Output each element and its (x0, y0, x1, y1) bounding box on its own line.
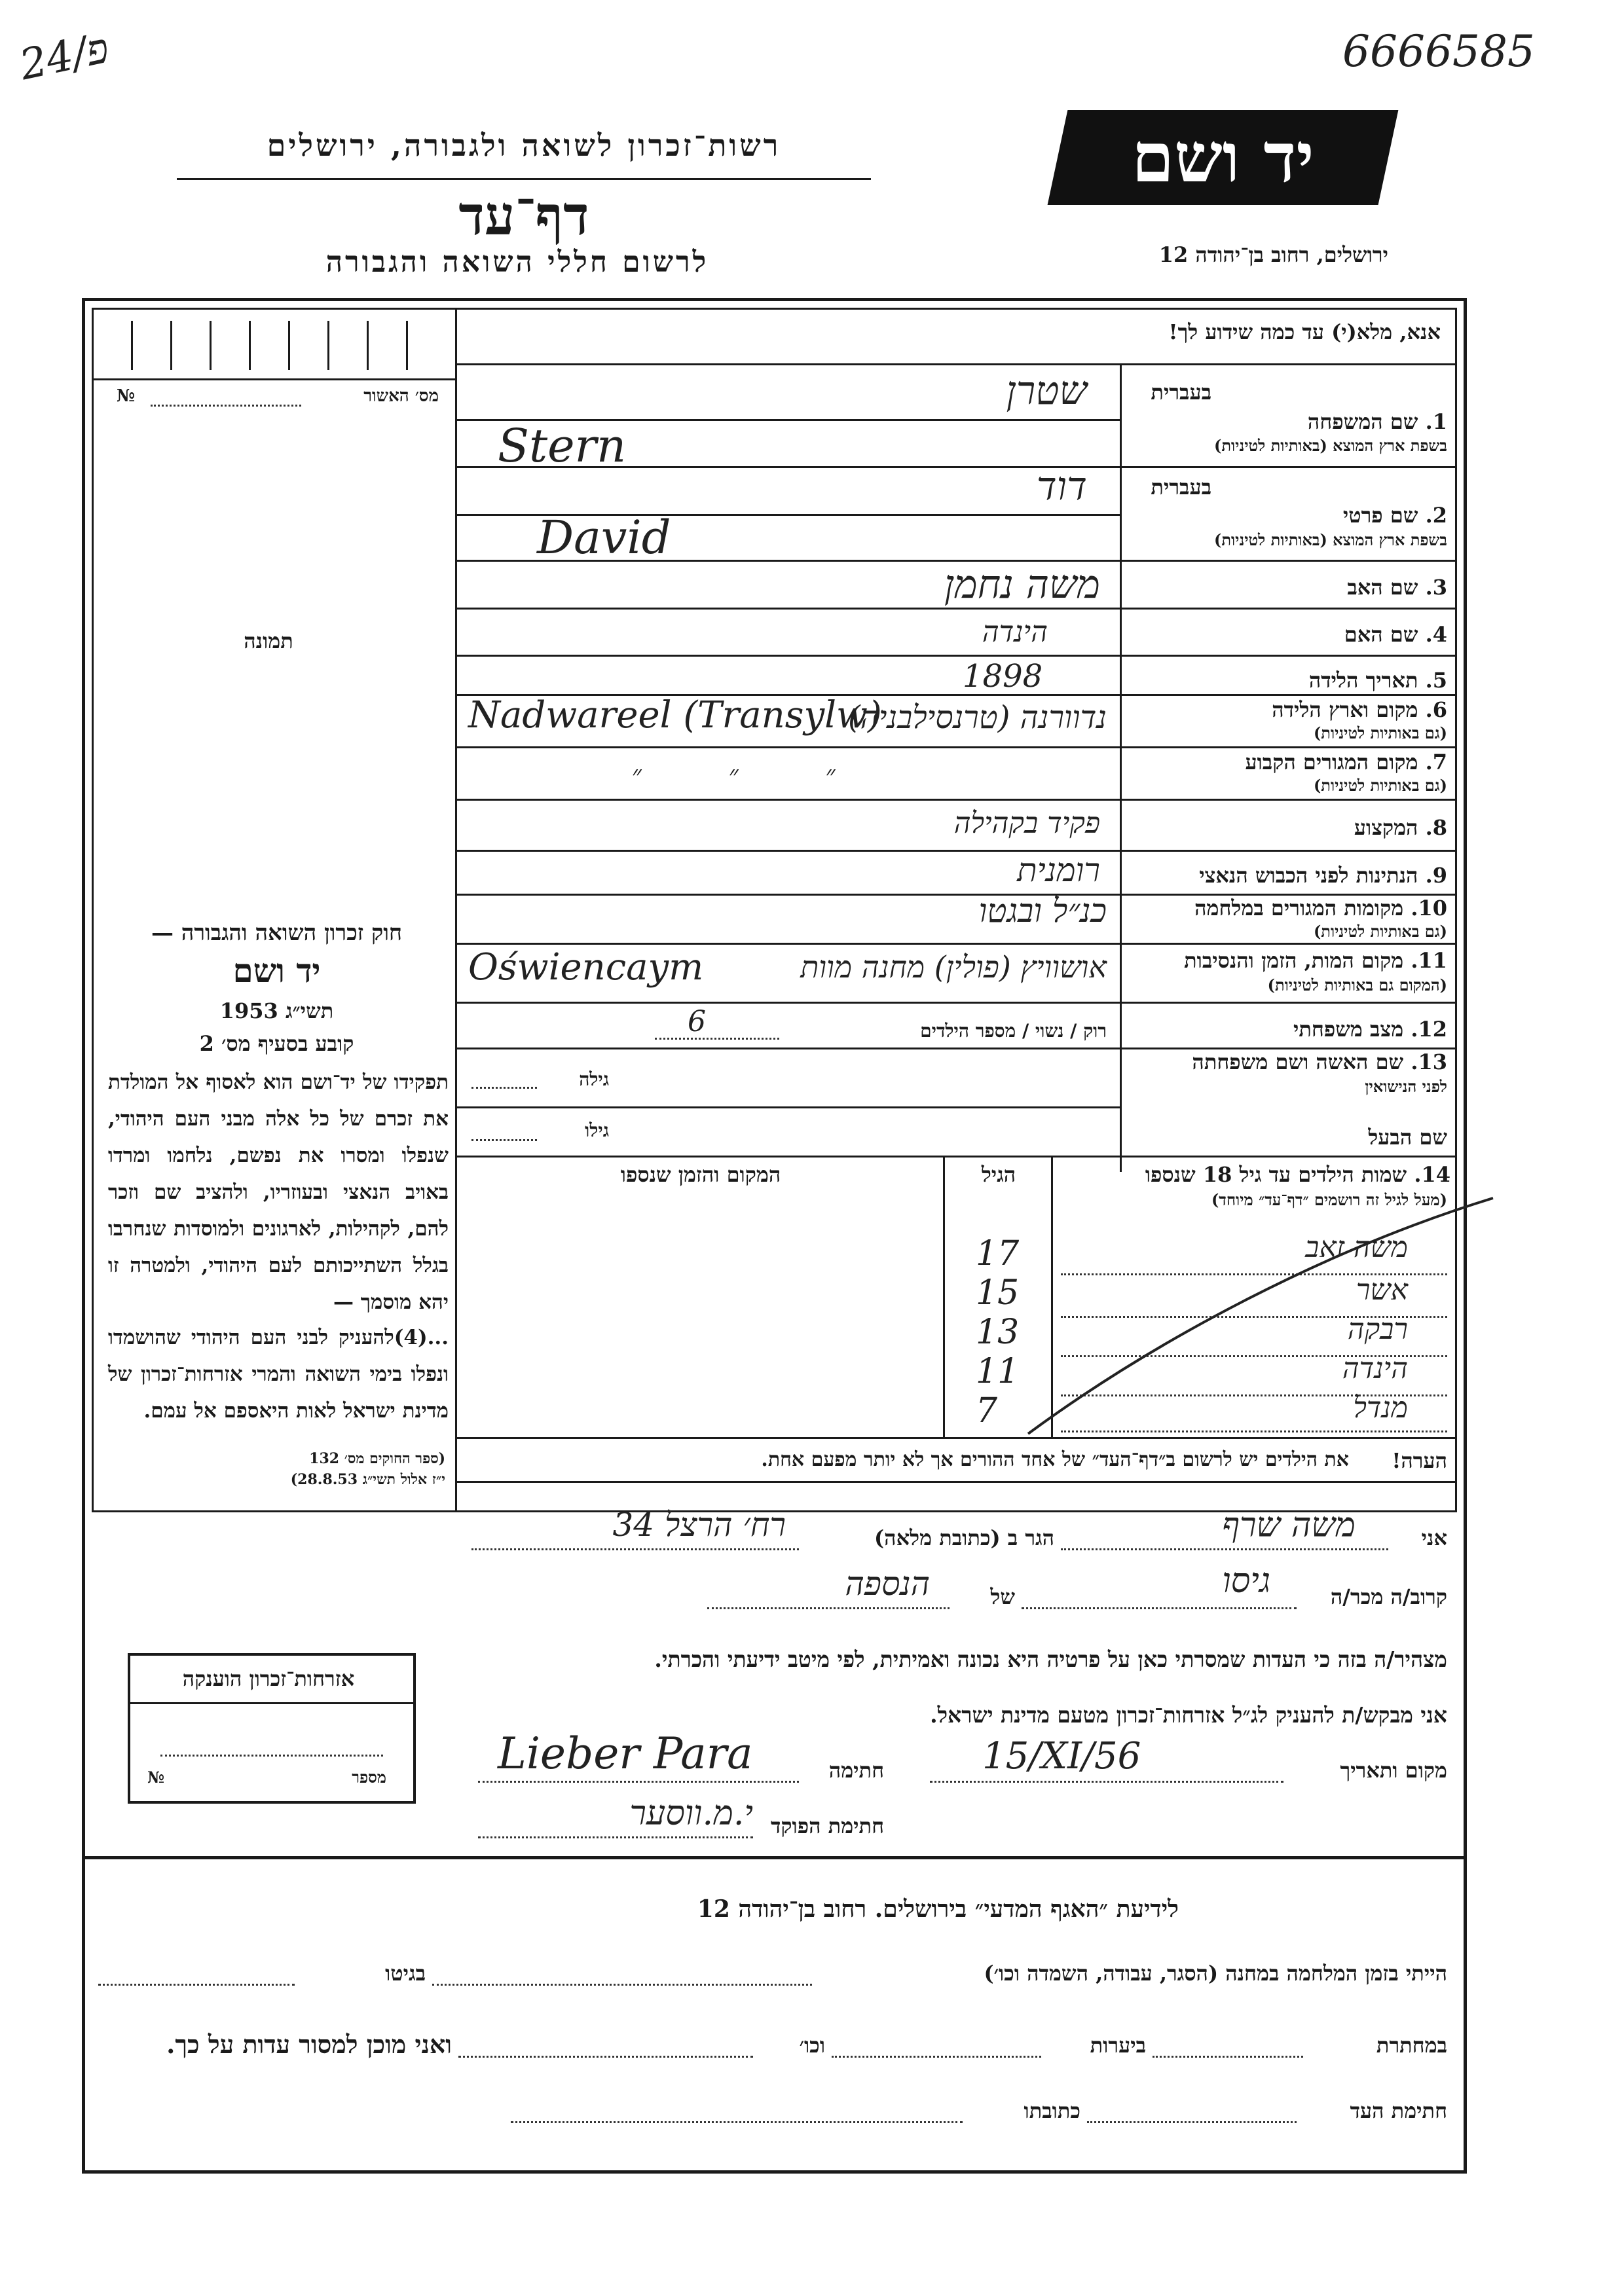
bottom-line1-camp-line (432, 1984, 812, 1986)
approval-number-label: מס׳ האשור (363, 386, 439, 406)
clerk-signature-value: י.מ.ווסער (629, 1794, 753, 1833)
f13-sublabel: לפני הנישואין (1365, 1077, 1447, 1096)
f11-value-latin: Oświencaym (468, 946, 704, 989)
law-year: 1953 (219, 998, 278, 1023)
law-name: יד ושם (232, 951, 321, 990)
child-3-age: 13 (976, 1313, 1020, 1352)
photo-label: תמונה (244, 629, 293, 653)
relation-of-line (707, 1607, 950, 1609)
clerk-signature-line (478, 1836, 753, 1838)
bottom-line3-witness-signature: חתימת העד (1350, 2098, 1447, 2123)
bottom-line2-etc-line (458, 2056, 753, 2058)
law-clause: קובע בסעיף מס׳ 2 (199, 1031, 354, 1056)
f10-value: כנ״ל ובגטו (978, 892, 1107, 930)
rule-f4 (455, 655, 1457, 657)
f14-age-header: הגיל (981, 1162, 1016, 1187)
f2-latin-value: David (537, 511, 671, 564)
child-5-age: 7 (976, 1391, 998, 1430)
f3-label: 3. שם האב (1347, 575, 1447, 600)
archive-number: 6666585 (1342, 26, 1535, 77)
place-date-value: 15/XI/56 (982, 1735, 1141, 1777)
f11-value-hebrew: אושוויץ (פולין) מחנה מוות (800, 949, 1107, 985)
f8-label: 8. המקצוע (1354, 815, 1447, 840)
citizenship-rule (129, 1702, 415, 1704)
note-label: הערה! (1392, 1448, 1447, 1473)
logo-text: יד ושם (1132, 117, 1314, 198)
sidebar-rule (92, 378, 455, 380)
f2-hebrew-value: דוד (1036, 464, 1087, 509)
place-date-label: מקום ותאריך (1340, 1758, 1447, 1783)
f9-label: 9. הנתינות לפני הכבוש הנאצי (1199, 863, 1447, 888)
f5-label: 5. תאריך הלידה (1308, 668, 1447, 693)
rule-children (455, 1437, 1457, 1439)
f9-value: רומנית (1017, 851, 1100, 889)
rule-f11 (455, 1002, 1457, 1004)
approval-number-sign: № (117, 386, 136, 406)
f11-sublabel: (המקום גם באותיות לטיניות) (1267, 975, 1447, 994)
f1-hebrew-value: שטרן (1006, 368, 1087, 414)
f4-label: 4. שם האם (1344, 622, 1447, 647)
rule-f13 (455, 1106, 1120, 1108)
husband-age-line (471, 1139, 537, 1141)
page-subtitle: לרשום חללי השואה והגבורה (325, 246, 709, 279)
citizenship-line (160, 1755, 383, 1757)
child-4-age: 11 (976, 1352, 1020, 1391)
relation-label: קרוב/ה מכר/ה (1330, 1584, 1447, 1609)
bottom-line1-ghetto: בגיטו (385, 1961, 426, 1986)
child-4-name: הינדה (1342, 1352, 1408, 1385)
note-text: את הילדים יש לרשום ב״דף־העד״ של אחד ההורים אך לא יותר מפעם אחת. (761, 1448, 1349, 1471)
declaration-name-line (1061, 1548, 1388, 1550)
declaration-address-line (471, 1548, 799, 1550)
declaration-request: אני מבקש/ת להעניק לג״ל אזרחות־זכרון מטעם מדינת ישראל. (930, 1702, 1447, 1728)
f12-children-count: 6 (688, 1005, 706, 1038)
children-col-divider-1 (943, 1156, 945, 1437)
bottom-line2-willing: ואני מוכן למסור עדות על כך. (166, 2030, 452, 2059)
place-date-line (930, 1781, 1283, 1783)
rule-f10 (455, 943, 1457, 945)
f12-children-line (655, 1038, 779, 1040)
law-text: תפקידו של יד־ושם הוא לאסוף אל המולדת את זכרם של כל אלה מבני העם היהודי, שנפלו ומסרו את נפשם, נלחמו ומרדו באויב הנאצי ובעוזריו, ולהציב שם וזכר להם, לקהילות, לארגונים ולמוסדות שנחרבו בגלל השתייכותם לעם היהודי, ולמטרה זו יהא מוסמך — (108, 1070, 449, 1314)
citizenship-title: אזרחות־זכרון הוענקה (182, 1666, 355, 1691)
corner-handwritten-note: 24/פ (15, 24, 113, 90)
f1-latin-value: Stern (498, 419, 627, 473)
husband-label: שם הבעל (1368, 1125, 1447, 1150)
child-1-age: 17 (976, 1234, 1020, 1273)
declaration-statement: מצהיר/ה בזה כי העדות שמסרתי כאן על פרטיה היא נכונה ואמיתית, לפי מיטב ידיעתי והכרתי. (654, 1647, 1447, 1672)
bottom-line2-forests-line (832, 2056, 1041, 2058)
fill-request: אנא, מלא(י) עד כמה שידוע לך! (1168, 319, 1441, 344)
f14-sublabel: (מעל לגיל זה רושמים ״דף־עד״ מיוחד) (1211, 1190, 1447, 1209)
child-1-name: משה זאב (1305, 1231, 1408, 1264)
f13-age-line (471, 1087, 537, 1089)
bottom-line2-underground-line (1153, 2056, 1303, 2058)
yad-vashem-logo (1048, 110, 1399, 205)
signature-line (478, 1781, 799, 1783)
f12-options: רוק / נשוי / מספר הילדים (920, 1020, 1107, 1042)
child-3-name: רבקה (1347, 1313, 1408, 1346)
f12-label: 12. מצב משפחתי (1293, 1017, 1447, 1042)
approval-number-line (151, 405, 301, 407)
f1-sublabel: בשפת ארץ המוצא (באותיות לטיניות) (1214, 436, 1447, 455)
clerk-signature-label: חתימת הפוקד (771, 1813, 884, 1838)
f6-value-hebrew: נדוורנה (טרנסילבניה) (848, 699, 1107, 736)
f7-sublabel: (גם באותיות לטיניות) (1313, 776, 1447, 795)
authority-name: רשות־זכרון לשואה ולגבורה, ירושלים (267, 128, 781, 163)
bottom-section-rule (84, 1856, 1465, 1859)
citizenship-number-label: מספר (352, 1768, 386, 1787)
page-title: דף־עד (458, 185, 589, 247)
child-2-age: 15 (976, 1273, 1020, 1313)
sidebar-divider (455, 308, 457, 1512)
f14-label: 14. שמות הילדים עד גיל 18 שנספו (1145, 1162, 1450, 1187)
relation-of-label: של (990, 1584, 1015, 1609)
declaration-i-label: אני (1421, 1525, 1447, 1550)
rule-f6 (455, 746, 1457, 748)
husband-age-label: גילו (585, 1120, 609, 1141)
declaration-address: רח׳ הרצל 34 (612, 1506, 786, 1544)
bottom-line1-ghetto-line (98, 1984, 295, 1986)
rule-note (455, 1481, 1457, 1483)
bottom-line3-address-line (511, 2121, 963, 2123)
relation-line (1022, 1607, 1297, 1609)
rule-f3 (455, 608, 1457, 610)
child-2-name: אשר (1356, 1273, 1408, 1307)
law-text-clause-4: ...(4)להעניק לבני העם היהודי שהושמדו ונפלו בימי השואה והמרי אזרחות־זכרון של מדינת ישראל לאות היאספם אל עמם. (108, 1326, 449, 1423)
bottom-line2-forests: ביערות (1090, 2033, 1146, 2058)
f13-label: 13. שם האשה ושם משפחתה (1192, 1049, 1447, 1074)
law-source: (ספר החוקים מס׳ 132 (309, 1450, 445, 1467)
f6-label: 6. מקום וארץ הלידה (1272, 697, 1447, 722)
bottom-line3-witness-line (1087, 2121, 1297, 2123)
bottom-line1-camp: הייתי בזמן המלחמה במחנה (הסגר, עבודה, השמדה וכו׳) (984, 1961, 1447, 1986)
f2-hebrew-label: בעברית (1151, 475, 1211, 500)
law-year-line (105, 998, 449, 1023)
bottom-line2-underground: במחתרת (1376, 2033, 1447, 2058)
relation-value: גיסו (1222, 1561, 1270, 1601)
signature-value: Lieber Para (498, 1728, 753, 1779)
f2-sublabel: בשפת ארץ המוצא (באותיות לטיניות) (1214, 530, 1447, 549)
f3-value: משה נחמן (944, 562, 1100, 608)
law-title: חוק זכרון השואה והגבורה — (151, 920, 403, 946)
bottom-notice: לידיעת ״האגף המדעי״ בירושלים. רחוב בן־יהודה 12 (697, 1895, 1179, 1923)
bottom-line2-etc: וכו׳ (799, 2033, 825, 2058)
child-5-name: מנדל (1353, 1391, 1408, 1425)
rule-husband (455, 1156, 1457, 1157)
relation-of-value: הנספה (845, 1565, 930, 1603)
declaration-residing-label: הגר ב (כתובת מלאה) (874, 1525, 1054, 1550)
label-column-divider (1120, 363, 1122, 1172)
f10-label: 10. מקומות המגורים במלחמה (1194, 896, 1447, 920)
rule-request (455, 363, 1457, 365)
signature-label: חתימה (828, 1758, 884, 1783)
f7-value: ״ ״ ״ (631, 760, 836, 790)
f4-value: הינדה (982, 615, 1048, 649)
law-year-hebrew: תשי״ג (285, 998, 334, 1023)
f6-sublabel: (גם באותיות לטיניות) (1313, 723, 1447, 742)
f11-label: 11. מקום המות, הזמן והנסיבות (1184, 948, 1447, 973)
declaration-name: משה שרף (1222, 1506, 1356, 1545)
institution-address: ירושלים, רחוב בן־יהודה 12 (1158, 242, 1388, 267)
children-strike-line (982, 1192, 1506, 1440)
citizenship-number-sign: № (147, 1768, 165, 1787)
f2-label: 2. שם פרטי (1342, 503, 1447, 528)
f10-sublabel: (גם באותיות לטיניות) (1313, 922, 1447, 941)
f5-value: 1898 (963, 658, 1043, 695)
f6-value-latin: Nadwareel (Transylw) (468, 694, 882, 737)
header-rule (177, 178, 871, 180)
bottom-line3-address: כתובתו (1024, 2098, 1080, 2123)
rule-f7 (455, 799, 1457, 801)
law-date: י״ז אלול תשי״ג 28.8.53) (290, 1471, 445, 1488)
f1-hebrew-label: בעברית (1151, 380, 1211, 405)
f1-label: 1. שם המשפחה (1307, 409, 1447, 434)
f14-place-header: המקום והזמן שנספו (620, 1162, 781, 1187)
f8-value: פקיד בקהילה (953, 807, 1100, 840)
f13-age-label: גילה (579, 1068, 609, 1090)
f7-label: 7. מקום המגורים הקבוע (1245, 750, 1447, 774)
sidebar-tick-boxes (98, 314, 455, 376)
